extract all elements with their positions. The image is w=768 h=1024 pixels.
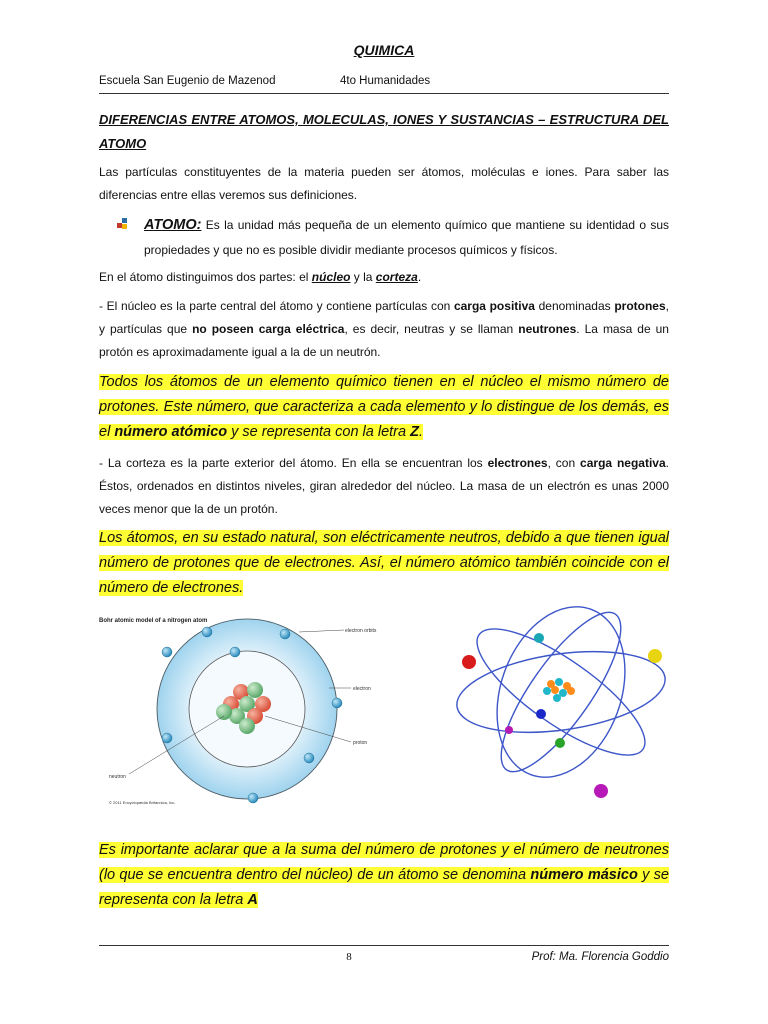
partes-prefix: En el átomo distinguimos dos partes: el [99,270,312,284]
highlight3-text-1: Es importante aclarar que a la suma del número de protones y el número de neutrones (lo que se encuentra dentro del núcleo) de un átomo se denomina [99,842,669,883]
page-number: 8 [346,951,352,963]
intro-paragraph: Las partículas constituyentes de la materia pueden ser átomos, moléculas e iones. Para saber las diferencias entre ellas veremos sus definiciones. [99,165,669,202]
partes-mid: y la [350,270,376,284]
bohr-model-figure [99,612,379,812]
numero-masico-term: número másico [530,867,638,883]
footer-divider [99,945,669,946]
label-electron: electron [353,686,371,692]
school-name: Escuela San Eugenio de Mazenod [99,75,276,87]
figure1-title: Bohr atomic model of a nitrogen atom [99,618,208,624]
nucleo-text-1: - El núcleo es la parte central del átomo y contiene partículas con [99,299,454,313]
author-credit: Prof: Ma. Florencia Goddio [531,951,669,963]
electrones-term: electrones [487,456,548,470]
nucleo-text-5: . La masa de un protón es aproximadamente igual a la de un neutrón. [99,322,669,359]
document-title: QUIMICA [353,42,415,58]
nucleus-cluster [543,678,575,702]
corteza-text-3: . Éstos, ordenados en distintos niveles, giran alrededor del núcleo. La masa de un electrón es unas 2000 veces menor que la de un protón. [99,456,669,516]
corteza-paragraph [99,452,669,521]
nucleo-term: núcleo [311,270,351,284]
highlight3-text-2: y se representa con la letra [99,867,669,908]
carga-positiva-term: carga positiva [453,299,535,313]
highlight1-text-2: y se representa con la letra [227,424,411,440]
highlight1-text-1: Todos los átomos de un elemento químico tienen en el núcleo el mismo número de protones. Este número, que caracteriza a cada elemento y lo distingue de los demás, es el [99,374,669,440]
label-electron-orbits: electron orbits [345,628,377,634]
numero-atomico-term: número atómico [114,424,228,440]
corteza-term: corteza [375,270,418,284]
a-letter: A [247,892,258,908]
label-neutron: neutron [109,774,126,780]
figure1-copyright: © 2011 Encyclopædia Britannica, Inc. [109,800,176,805]
orbiting-electrons [462,633,662,798]
neutrones-term: neutrones [518,322,577,336]
bullet-icon [117,218,129,230]
highlight1-text-3: . [418,424,423,440]
numero-masico-highlight [99,838,669,913]
atomo-text: Es la unidad más pequeña de un elemento químico que mantiene su identidad o sus propiedades y que no es posible dividir mediante procesos químicos y físicos. [144,218,669,257]
nucleo-paragraph [99,295,669,364]
partes-suffix: . [417,270,422,284]
numero-atomico-highlight [99,370,669,445]
corteza-text-1: - La corteza es la parte exterior del átomo. En ella se encuentran los [99,456,488,470]
protones-term: protones [614,299,666,313]
atomo-label: ATOMO: [144,217,202,233]
corteza-text-2: , con [547,456,581,470]
carga-negativa-term: carga negativa [580,456,666,470]
course-name: 4to Humanidades [340,75,431,87]
label-proton: proton [353,740,368,746]
atomo-definition [144,213,669,263]
highlight2-text: Los átomos, en su estado natural, son eléctricamente neutros, debido a que tienen igual número de protones que de electrones. Así, el número atómico también coincide con el número de electrones. [99,530,669,596]
nucleo-text-2: denominadas [534,299,615,313]
z-letter: Z [410,424,419,440]
partes-paragraph [99,266,669,289]
section-heading: DIFERENCIAS ENTRE ATOMOS, MOLECULAS, IONES Y SUSTANCIAS – ESTRUCTURA DEL ATOMO [99,112,669,151]
neutralidad-highlight [99,526,669,601]
header-divider [99,93,669,94]
nucleo-text-3: , y partículas que [99,299,669,336]
nucleo-text-4: , es decir, neutras y se llaman [344,322,519,336]
orbital-atom-figure [451,592,671,802]
sin-carga-term: no poseen carga eléctrica [192,322,345,336]
